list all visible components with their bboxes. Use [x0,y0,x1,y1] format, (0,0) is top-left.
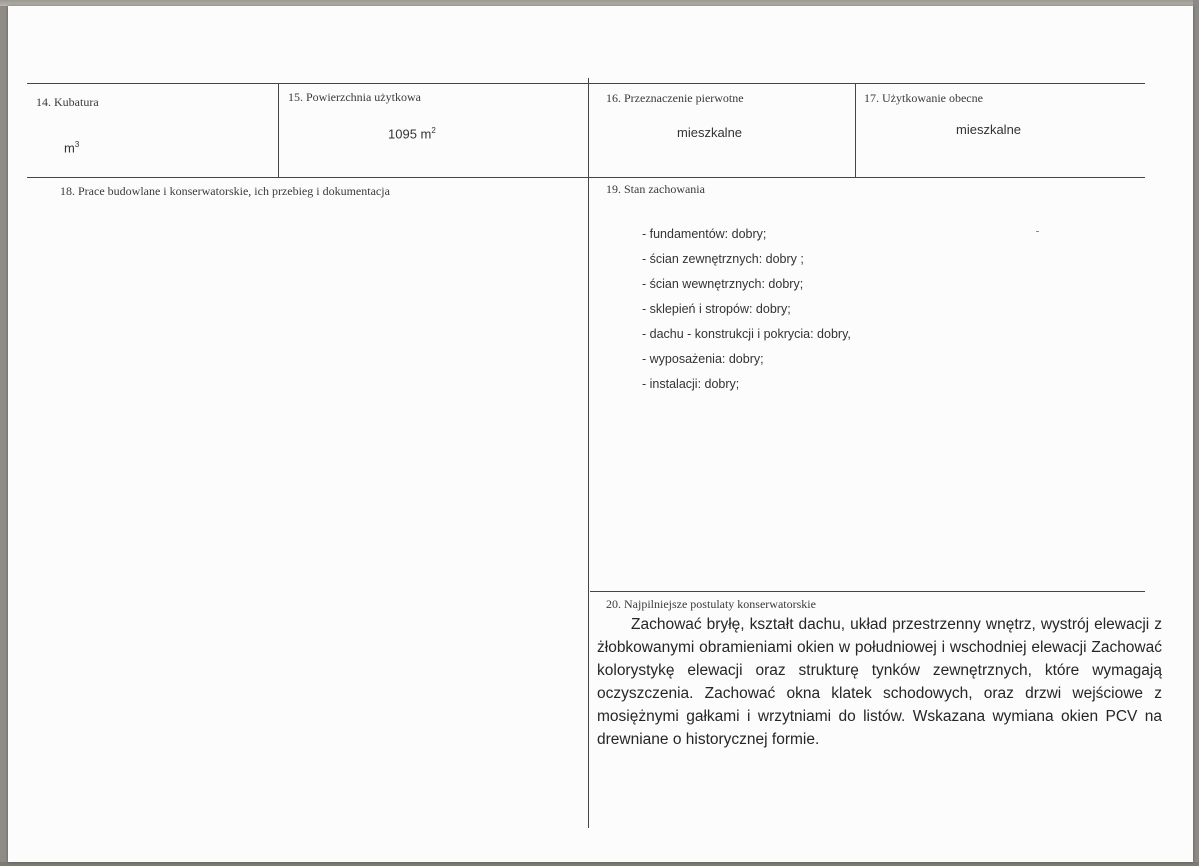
rule-col-16-17 [855,83,856,178]
field-14-label: 14. Kubatura [36,95,99,109]
rule-top [27,83,1145,84]
field-20-text: Zachować bryłę, kształt dachu, układ przestrzenny wnętrz, wystrój elewacji z żłobkowanymi obramieniami okien w południowej i wschodniej elewacji Zachować kolorystykę elewacji oraz strukturę tynków zewnętrznych, które wymagają oczyszczenia. Zachować okna klatek schodowych, oraz drzwi wejściowe z mosiężnymi gałkami i wrzytniami do listów. Wskazana wymiana okien PCV na drewniane o historycznej formie. [597,616,1162,748]
field-15-value [388,126,436,141]
condition-item-exterior-walls: - ścian zewnętrznych: dobry ; [642,252,804,266]
rule-section20-top [590,591,1145,592]
rule-col-14-15 [278,83,279,178]
field-19-label: 19. Stan zachowania [606,182,705,196]
field-16-label: 16. Przeznaczenie pierwotne [606,91,744,105]
field-15-value-sup: 2 [431,126,436,135]
field-20-label: 20. Najpilniejsze postulaty konserwatorskie [606,597,816,611]
field-17-label: 17. Użytkowanie obecne [864,91,983,105]
rule-main-divider [588,78,589,828]
condition-item-fittings: - wyposażenia: dobry; [642,352,764,366]
field-15-value-text: 1095 m [388,126,432,142]
field-17-value: mieszkalne [956,122,1022,137]
condition-item-vaults-ceilings: - sklepień i stropów: dobry; [642,302,791,316]
scan-edge-bottom [0,862,1199,866]
field-16-value: mieszkalne [677,125,743,140]
field-14-unit [64,140,79,155]
field-15-label: 15. Powierzchnia użytkowa [288,90,421,104]
scan-edge-right [1193,0,1199,866]
field-14-unit-text: m [64,140,75,156]
condition-item-foundations: - fundamentów: dobry; [642,227,767,241]
condition-list [642,222,851,397]
condition-item-installations: - instalacji: dobry; [642,377,740,391]
condition-item-roof: - dachu - konstrukcji i pokrycia: dobry, [642,327,851,341]
field-14-unit-sup: 3 [74,140,80,149]
field-18-label: 18. Prace budowlane i konserwatorskie, ich przebieg i dokumentacja [60,184,390,198]
scan-speck [1036,231,1039,232]
rule-row1-bottom [27,177,1145,178]
condition-item-interior-walls: - ścian wewnętrznych: dobry; [642,277,804,291]
